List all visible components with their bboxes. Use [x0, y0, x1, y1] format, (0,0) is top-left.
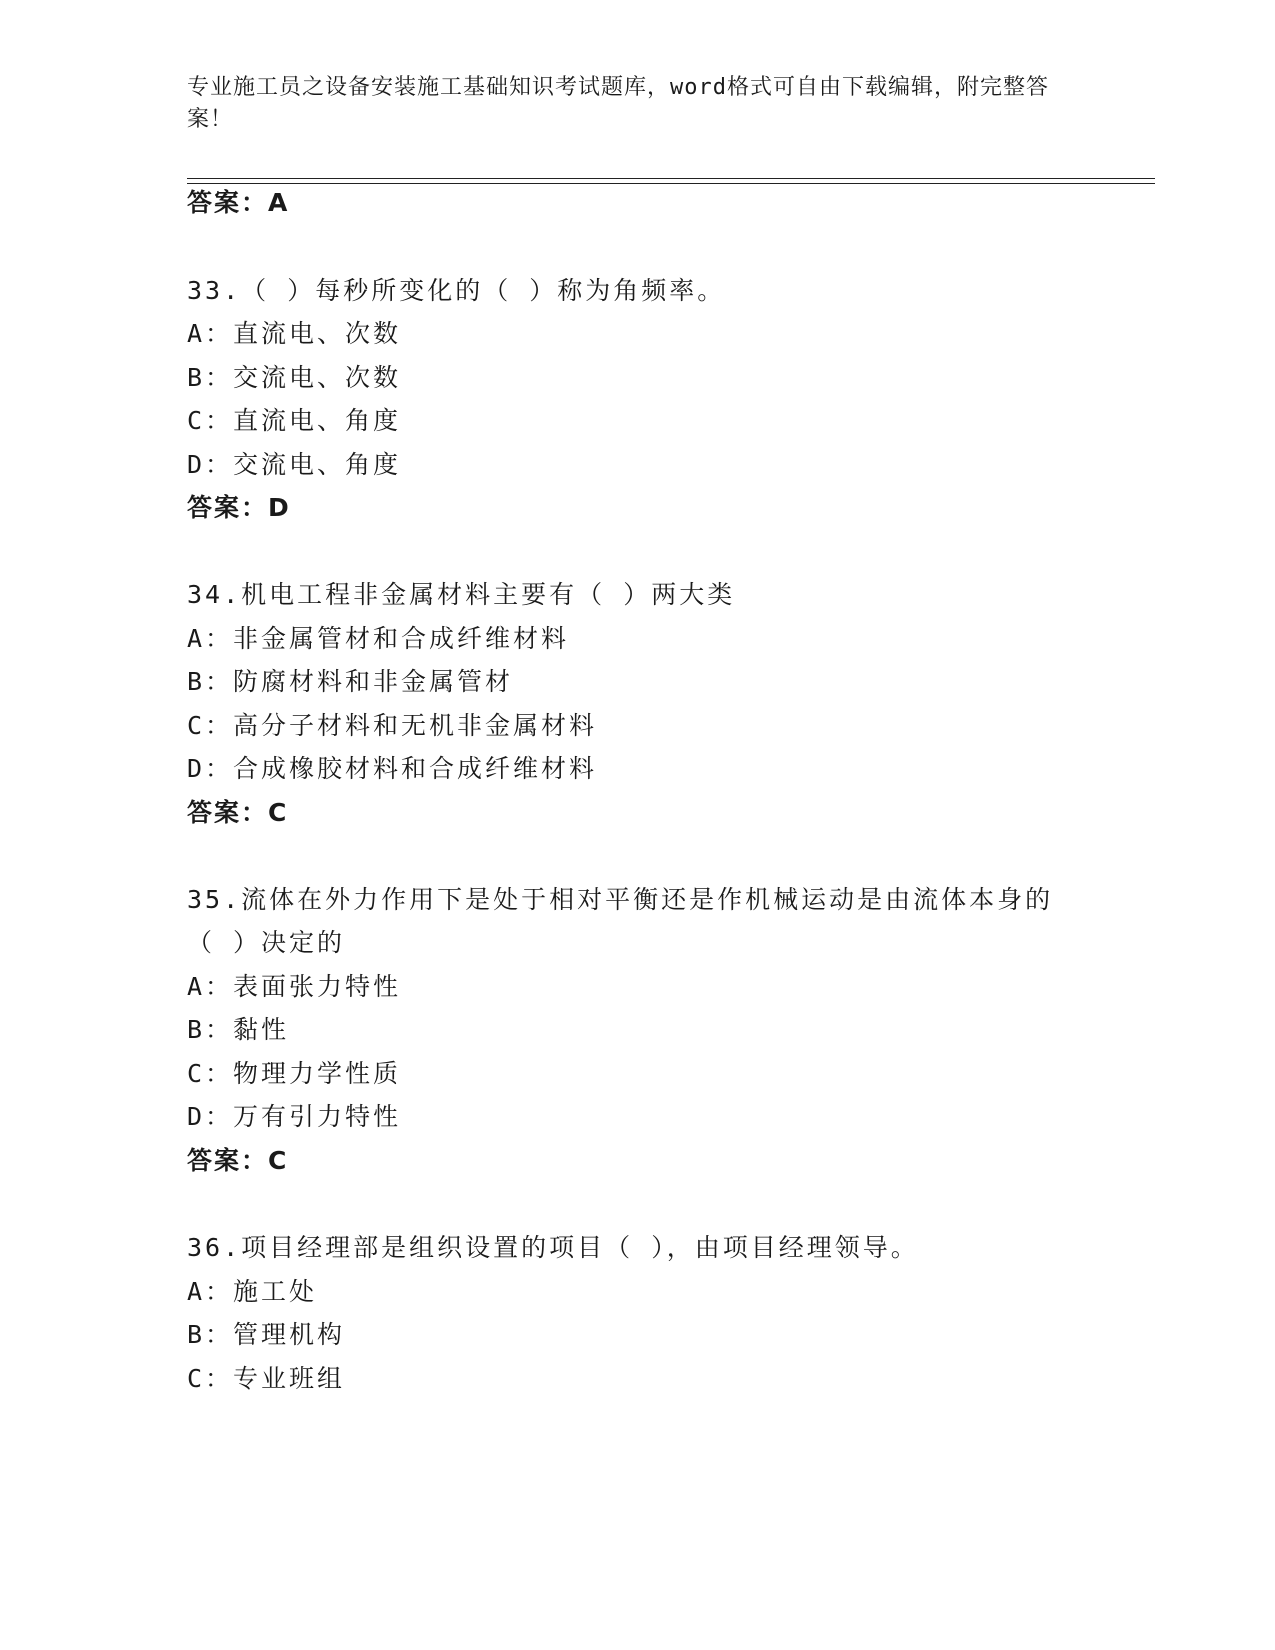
question-33-option-d: D：交流电、角度: [187, 450, 402, 479]
question-35-option-d: D：万有引力特性: [187, 1102, 402, 1131]
header-rule-bottom: [187, 183, 1155, 184]
question-36-option-b: B：管理机构: [187, 1320, 346, 1349]
question-33-option-a: A：直流电、次数: [187, 319, 402, 348]
question-34-option-d: D：合成橡胶材料和合成纤维材料: [187, 754, 598, 783]
question-34-option-b: B：防腐材料和非金属管材: [187, 667, 514, 696]
question-36-stem: 36.项目经理部是组织设置的项目（ ），由项目经理领导。: [187, 1233, 919, 1262]
question-33-option-b: B：交流电、次数: [187, 363, 402, 392]
question-35-stem: 35.流体在外力作用下是处于相对平衡还是作机械运动是由流体本身的: [187, 885, 1054, 914]
answer-32: 答案：A: [187, 188, 290, 217]
header-rule-top: [187, 178, 1155, 179]
question-35-stem-continued: （ ）决定的: [187, 928, 346, 957]
question-33-option-c: C：直流电、角度: [187, 406, 402, 435]
question-35-option-b: B：黏性: [187, 1015, 290, 1044]
question-34-stem: 34.机电工程非金属材料主要有（ ）两大类: [187, 580, 736, 609]
question-34-answer: 答案：C: [187, 798, 289, 827]
question-36-option-c: C：专业班组: [187, 1364, 346, 1393]
question-33-stem: 33.（ ）每秒所变化的（ ）称为角频率。: [187, 276, 726, 305]
document-header: 专业施工员之设备安装施工基础知识考试题库，word格式可自由下载编辑，附完整答案！: [187, 75, 1049, 132]
question-35-option-a: A：表面张力特性: [187, 972, 402, 1001]
question-33-answer: 答案：D: [187, 493, 291, 522]
question-35-answer: 答案：C: [187, 1146, 289, 1175]
question-35-option-c: C：物理力学性质: [187, 1059, 402, 1088]
question-36-option-a: A：施工处: [187, 1277, 318, 1306]
question-34-option-c: C：高分子材料和无机非金属材料: [187, 711, 598, 740]
question-34-option-a: A：非金属管材和合成纤维材料: [187, 624, 570, 653]
